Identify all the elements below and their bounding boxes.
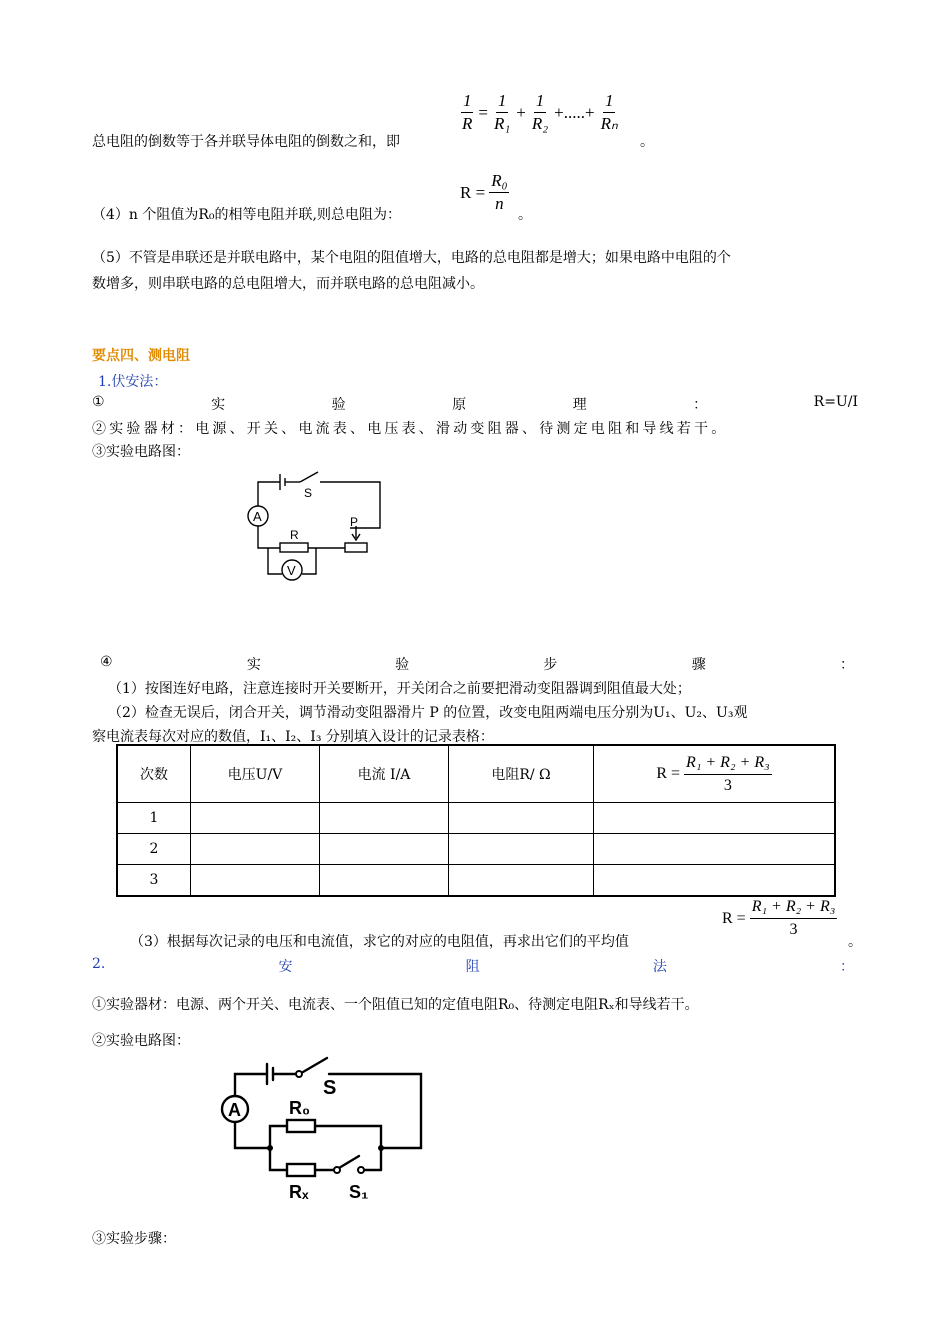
method2-token: ： [839, 959, 854, 975]
steps-token: ④ [100, 654, 113, 670]
step3-formula [720, 896, 839, 941]
steps-token: ： [839, 657, 854, 673]
formula-lhs: R = [656, 765, 681, 782]
principle-token: 原 [452, 397, 467, 413]
formula-num: 1 [603, 90, 616, 113]
formula-num: R₀ [489, 170, 509, 193]
steps-token: 步 [543, 657, 558, 673]
ammeter-label: A [228, 1100, 241, 1120]
formula-den: 3 [723, 776, 732, 794]
table-cell: 1 [117, 803, 191, 834]
table-cell[interactable] [320, 834, 449, 865]
principle-token: ： [693, 397, 708, 413]
r0-label: R₀ [289, 1098, 311, 1118]
table-cell[interactable] [449, 834, 594, 865]
table-row [117, 803, 835, 834]
step3-tail: 。 [848, 934, 862, 950]
principle-formula: R=U/I [813, 394, 858, 410]
formula-num: R₁ + R₂ + R₃ [750, 896, 838, 919]
item4-tail: 。 [518, 207, 532, 223]
formula-lhs: R = [460, 182, 486, 202]
ammeter-label: A [253, 509, 262, 524]
circuit-diagram-voltammeter [240, 460, 390, 585]
junction-dot [378, 1145, 384, 1151]
principle-token: 验 [331, 397, 346, 413]
formula-num: 1 [496, 90, 509, 113]
method2-title [92, 956, 854, 976]
table-row [117, 865, 835, 897]
formula-den: 3 [789, 921, 798, 938]
table-cell[interactable] [191, 834, 320, 865]
table-cell[interactable] [191, 803, 320, 834]
item5-line1: （5）不管是串联还是并联电路中，某个电阻的阻值增大，电路的总电阻都是增大；如果电路中电阻的个 [92, 250, 731, 266]
formula-num: 1 [534, 90, 547, 113]
table-header: 电压U/V [191, 745, 320, 803]
equipment-line: ②实验器材：电源、开关、电流表、电压表、滑动变阻器、待测定电阻和导线若干。 [92, 421, 729, 437]
formula-dots: +.....+ [554, 102, 595, 122]
table-cell[interactable] [320, 865, 449, 897]
principle-line [92, 394, 858, 414]
parallel-tail: 。 [640, 134, 654, 150]
item4-text: （4）n 个阻值为R₀的相等电阻并联,则总电阻为： [92, 207, 401, 223]
formula-num: 1 [461, 90, 474, 113]
switch-contact-icon [358, 1167, 364, 1173]
step2-line1: （2）检查无误后，闭合开关，调节滑动变阻器滑片 P 的位置，改变电阻两端电压分别为U₁、U₂、U₃观 [108, 705, 748, 721]
formula-den: R₂ [531, 114, 549, 133]
method2-token: 2. [92, 956, 106, 972]
record-table [116, 744, 836, 897]
switch-contact-icon [296, 1071, 302, 1077]
table-cell[interactable] [191, 865, 320, 897]
table-header-formula [594, 745, 836, 803]
voltmeter-label: V [287, 563, 296, 578]
principle-token: 理 [572, 397, 587, 413]
s1-label: S₁ [349, 1182, 369, 1202]
table-cell: 2 [117, 834, 191, 865]
method1-title: 1.伏安法： [98, 374, 168, 390]
table-cell[interactable] [594, 803, 836, 834]
table-header: 电流 I/A [320, 745, 449, 803]
rx-label: Rₓ [289, 1182, 309, 1202]
table-header-row [117, 745, 835, 803]
item4-formula [458, 170, 511, 215]
steps-token: 实 [246, 657, 261, 673]
steps-token: 骤 [691, 657, 706, 673]
table-header: 电阻R/ Ω [449, 745, 594, 803]
table-cell[interactable] [594, 865, 836, 897]
table-cell[interactable] [594, 834, 836, 865]
circuit-label: ③实验电路图： [92, 444, 190, 460]
circuit-label2: ②实验电路图： [92, 1033, 190, 1049]
principle-token: 实 [211, 397, 226, 413]
steps-label2: ③实验步骤： [92, 1231, 176, 1247]
slider-label: P [350, 515, 359, 529]
table-cell[interactable] [449, 803, 594, 834]
step1: （1）按图连好电路，注意连接时开关要断开，开关闭合之前要把滑动变阻器调到阻值最大处； [108, 681, 691, 697]
formula-den: R [462, 114, 473, 133]
steps-heading [100, 654, 854, 674]
switch-label: S [304, 486, 313, 500]
method2-token: 法 [652, 959, 667, 975]
steps-token: 验 [395, 657, 410, 673]
method2-token: 阻 [465, 959, 480, 975]
resistor-label: R [290, 528, 299, 542]
table-row [117, 834, 835, 865]
step3: （3）根据每次记录的电压和电流值，求它的对应的电阻值，再求出它们的平均值 [130, 934, 629, 950]
switch-contact-icon [334, 1167, 340, 1173]
section-heading: 要点四、测电阻 [92, 348, 190, 364]
parallel-formula: $\frac{1}{R}$ = $\frac{1}{\text{R₁}}$ + $\frac{1}{\text{R₂}}$ +.....+ $\frac{1}{\text{Rₙ}}$ [462, 91, 618, 133]
parallel-text: 总电阻的倒数等于各并联导体电阻的倒数之和，即 [92, 134, 400, 150]
formula-lhs: R = [722, 909, 746, 927]
step2-line2: 察电流表每次对应的数值，I₁、I₂、I₃ 分别填入设计的记录表格： [92, 729, 494, 745]
table-cell: 3 [117, 865, 191, 897]
formula-den: Rₙ [600, 114, 618, 133]
junction-dot [267, 1145, 273, 1151]
equipment2-line: ①实验器材：电源、两个开关、电流表、一个阻值已知的定值电阻R₀、待测定电阻Rₓ和导线若干。 [92, 997, 699, 1013]
formula-den: n [495, 194, 504, 213]
table-header: 次数 [117, 745, 191, 803]
formula-den: R₁ [493, 114, 511, 133]
method2-token: 安 [278, 959, 293, 975]
table-cell[interactable] [320, 803, 449, 834]
formula-num: R₁ + R₂ + R₃ [684, 752, 772, 775]
principle-token: ① [92, 394, 105, 410]
item5-line2: 数增多，则串联电路的总电阻增大，而并联电路的总电阻减小。 [92, 276, 484, 292]
switch-label: S [323, 1077, 337, 1099]
circuit-diagram-ammeter-resistor [215, 1052, 430, 1204]
table-cell[interactable] [449, 865, 594, 897]
